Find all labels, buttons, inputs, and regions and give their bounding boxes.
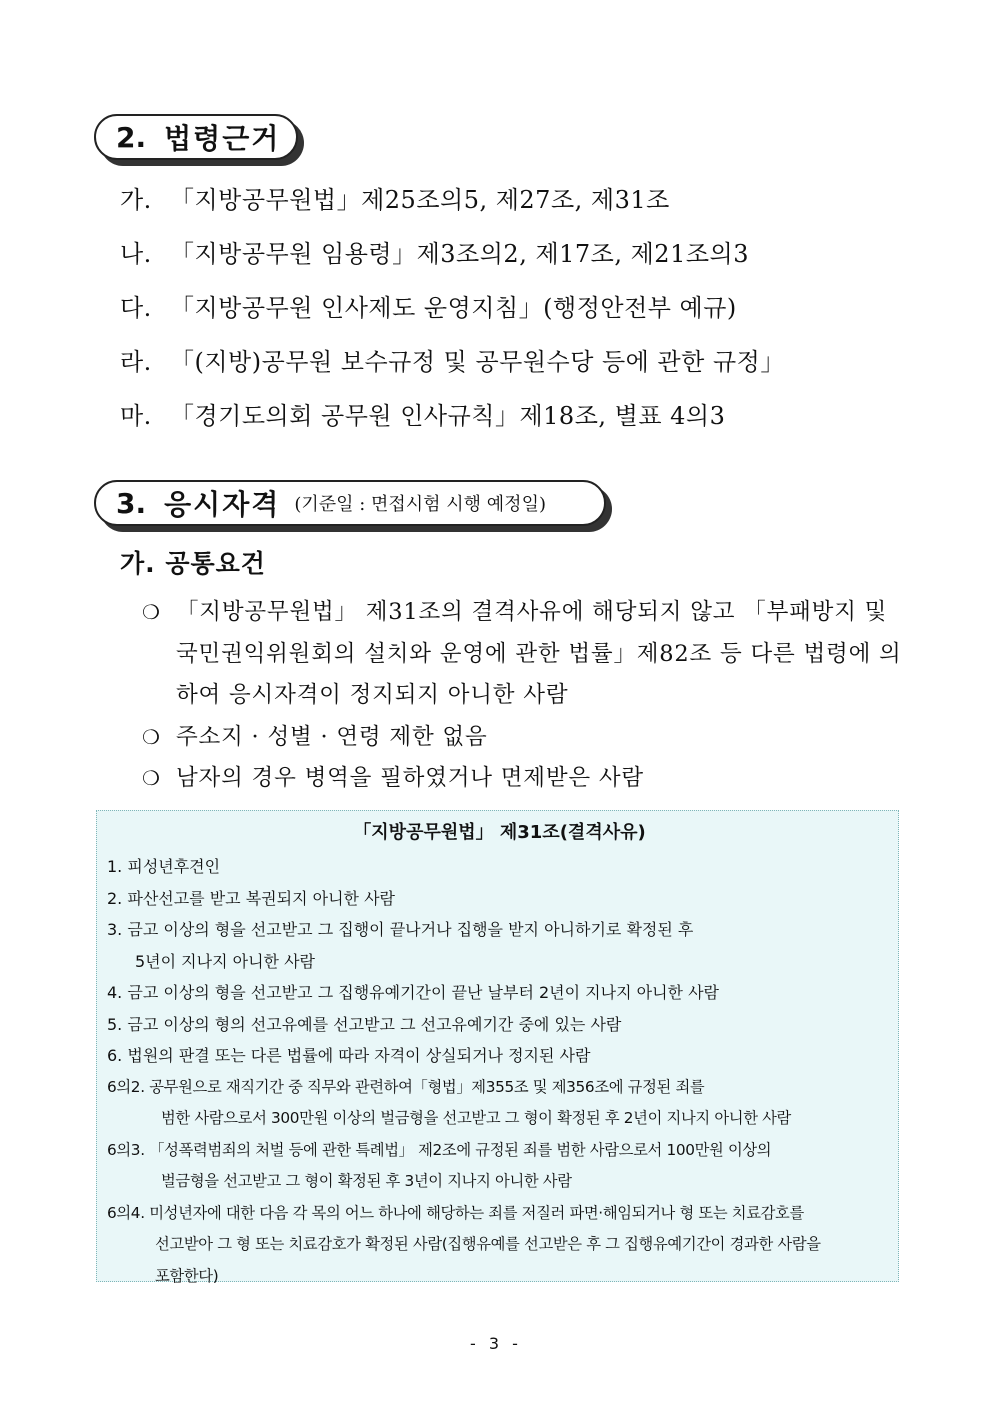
clause-number: 4. bbox=[107, 983, 123, 1002]
requirement-text: 남자의 경우 병역을 필하였거나 면제받은 사람 bbox=[176, 765, 644, 791]
clause-text: 5년이 지나지 아니한 사람 bbox=[135, 951, 315, 971]
clause-item bbox=[107, 1009, 892, 1041]
heading-box bbox=[94, 480, 606, 526]
box-title: 「지방공무원법」 제31조(결격사유) bbox=[353, 822, 646, 843]
clause-text: 금고 이상의 형을 선고받고 그 집행이 끝나거나 집행을 받지 아니하기로 확정된 후 bbox=[127, 920, 694, 939]
clause-item bbox=[107, 883, 892, 915]
clause-number: 2. bbox=[107, 888, 123, 908]
clause-text: 법원의 판결 또는 다른 법률에 따라 자격이 상실되거나 정지된 사람 bbox=[127, 1046, 591, 1065]
clause-number: 3. bbox=[107, 920, 123, 939]
item-marker: 나. bbox=[120, 240, 152, 268]
clause-item bbox=[107, 977, 892, 1009]
circle-bullet-icon: ❍ bbox=[142, 600, 161, 624]
item-text: 「지방공무원법」제25조의5, 제27조, 제31조 bbox=[170, 186, 670, 214]
item-marker: 가. bbox=[120, 186, 152, 214]
list-item bbox=[120, 342, 785, 396]
subsection-heading: 가. 공통요건 bbox=[120, 549, 266, 578]
clause-item bbox=[107, 1040, 892, 1072]
circle-bullet-icon: ❍ bbox=[142, 724, 161, 749]
section-number: 2. bbox=[116, 120, 147, 154]
clause-item bbox=[107, 1135, 892, 1198]
clause-text: 공무원으로 재직기간 중 직무와 관련하여「형법」제355조 및 제356조에 규정된 죄를 bbox=[149, 1077, 705, 1096]
clause-text: 파산선고를 받고 복권되지 아니한 사람 bbox=[127, 888, 395, 908]
clause-text: 금고 이상의 형의 선고유예를 선고받고 그 선고유예기간 중에 있는 사람 bbox=[127, 1014, 622, 1034]
item-text: 「경기도의회 공무원 인사규칙」제18조, 별표 4의3 bbox=[170, 402, 726, 430]
clause-number: 6의2. bbox=[107, 1077, 145, 1096]
section-title: 응시자격 bbox=[164, 488, 281, 521]
item-text: 「지방공무원 인사제도 운영지침」(행정안전부 예규) bbox=[170, 294, 737, 322]
clause-item bbox=[107, 1198, 892, 1293]
list-item bbox=[142, 758, 902, 800]
requirements-list bbox=[142, 592, 902, 800]
list-item bbox=[120, 234, 785, 288]
clause-number: 1. bbox=[107, 857, 123, 876]
clause-list bbox=[107, 851, 892, 1292]
list-item bbox=[120, 288, 785, 342]
clause-text: 금고 이상의 형을 선고받고 그 집행유예기간이 끝난 날부터 2년이 지나지 아니한 사람 bbox=[127, 983, 719, 1002]
clause-text: 피성년후견인 bbox=[127, 857, 221, 876]
list-item bbox=[120, 180, 785, 234]
section-number: 3. bbox=[116, 486, 147, 520]
clause-text: 범한 사람으로서 300만원 이상의 벌금형을 선고받고 그 형이 확정된 후 2년이 지나지 아니한 사람 bbox=[161, 1109, 791, 1127]
clause-number: 5. bbox=[107, 1014, 123, 1034]
requirement-text: 주소지 · 성별 · 연령 제한 없음 bbox=[176, 723, 488, 750]
disqualification-box bbox=[96, 810, 899, 1285]
legal-basis-list bbox=[120, 180, 785, 450]
clause-number: 6의4. bbox=[107, 1203, 145, 1222]
clause-number: 6의3. bbox=[107, 1140, 145, 1159]
clause-text: 포함한다) bbox=[155, 1266, 219, 1285]
clause-item bbox=[107, 851, 892, 883]
section-3-heading bbox=[94, 480, 606, 526]
section-2-heading bbox=[94, 114, 298, 160]
item-text: 「(지방)공무원 보수규정 및 공무원수당 등에 관한 규정」 bbox=[170, 348, 785, 376]
list-item bbox=[142, 592, 902, 717]
item-marker: 라. bbox=[120, 348, 152, 376]
clause-text: 벌금형을 선고받고 그 형이 확정된 후 3년이 지나지 아니한 사람 bbox=[161, 1172, 572, 1190]
heading-box bbox=[94, 114, 298, 160]
clause-text: 미성년자에 대한 다음 각 목의 어느 하나에 해당하는 죄를 저질러 파면·해임되거나 형 또는 치료감호를 bbox=[149, 1203, 804, 1222]
section-note: (기준일 : 면접시험 시행 예정일) bbox=[294, 494, 546, 515]
clause-text: 「성폭력범죄의 처벌 등에 관한 특례법」 제2조에 규정된 죄를 범한 사람으로서 100만원 이상의 bbox=[149, 1140, 772, 1159]
clause-text: 선고받아 그 형 또는 치료감호가 확정된 사람(집행유예를 선고받은 후 그 집행유예기간이 경과한 사람을 bbox=[155, 1235, 821, 1253]
item-text: 「지방공무원 임용령」제3조의2, 제17조, 제21조의3 bbox=[170, 240, 749, 268]
list-item bbox=[142, 717, 902, 759]
clause-item bbox=[107, 1072, 892, 1135]
list-item bbox=[120, 396, 785, 450]
section-title: 법령근거 bbox=[164, 122, 281, 155]
circle-bullet-icon: ❍ bbox=[142, 766, 161, 790]
item-marker: 다. bbox=[120, 294, 152, 322]
item-marker: 마. bbox=[120, 402, 152, 430]
page-number: - 3 - bbox=[470, 1334, 522, 1353]
clause-item bbox=[107, 914, 892, 977]
requirement-text: 「지방공무원법」 제31조의 결격사유에 해당되지 않고 「부패방지 및 국민권익위원회의 설치와 운영에 관한 법률」제82조 등 다른 법령에 의하여 응시자격이 정지되지 아니한 사람 bbox=[176, 599, 902, 708]
clause-number: 6. bbox=[107, 1046, 123, 1065]
